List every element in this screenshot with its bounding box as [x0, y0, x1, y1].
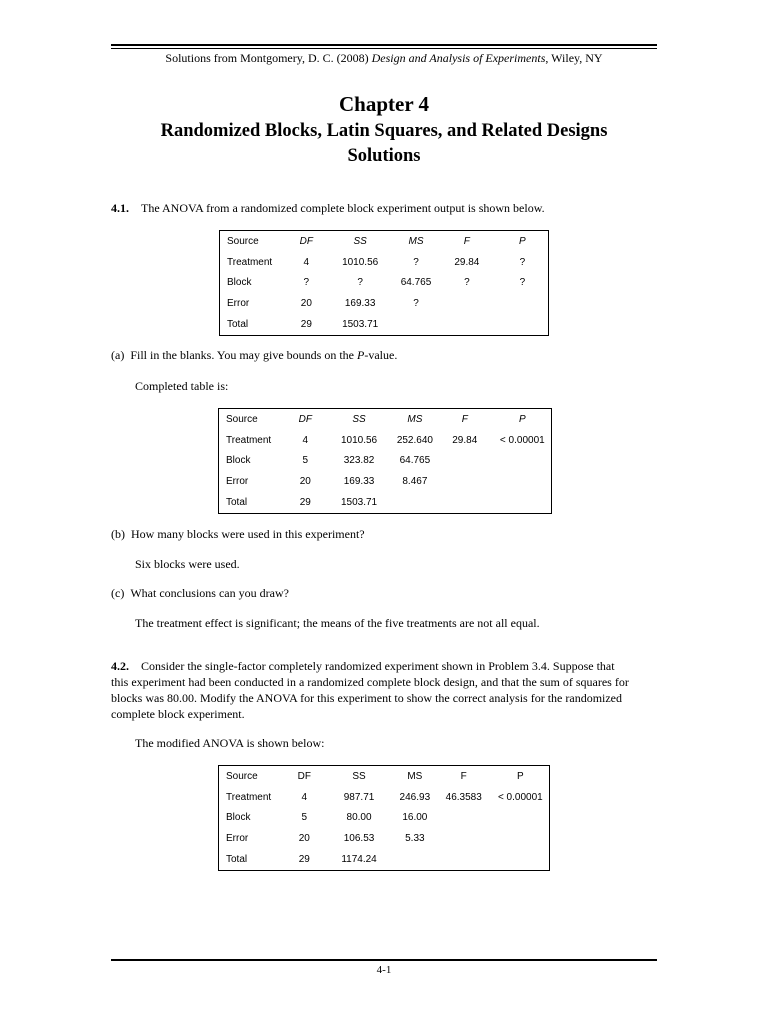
- chapter-title: Randomized Blocks, Latin Squares, and Related Designs: [160, 121, 608, 141]
- header-p: P: [519, 235, 526, 247]
- chapter-subtitle: Solutions: [347, 146, 421, 166]
- header-ss: SS: [353, 235, 367, 247]
- problem-number: 4.2.: [111, 659, 129, 673]
- answer-c: The treatment effect is significant; the means of the five treatments are not all equal.: [135, 616, 540, 630]
- anova-table-incomplete: [219, 230, 549, 336]
- table-header-row: [219, 409, 552, 430]
- header-p: P: [516, 770, 524, 782]
- chapter-number: Chapter 4: [338, 92, 430, 116]
- answer-a: Completed table is:: [135, 379, 229, 393]
- anova-table-completed: [218, 408, 552, 514]
- table-header-row: [219, 766, 550, 787]
- table-row: Total 29 1174.24: [226, 854, 377, 866]
- problem-4-1-statement: 4.1. The ANOVA from a randomized complete block experiment output is shown below.: [111, 201, 545, 215]
- table-row: Block 5 80.00 16.00: [226, 812, 428, 824]
- header-df: DF: [298, 413, 312, 425]
- header-source: Source: [226, 413, 258, 425]
- table-row: Error 20 106.53 5.33: [226, 833, 425, 845]
- header-ss: SS: [352, 770, 366, 782]
- anova-table-modified: [218, 765, 550, 871]
- table-row: Treatment 4 1010.56 ? 29.84 ?: [227, 256, 526, 268]
- problem-number: 4.1.: [111, 201, 129, 215]
- question-c: (c) What conclusions can you draw?: [111, 586, 289, 600]
- header-df: DF: [297, 770, 311, 782]
- header-ms: MS: [408, 235, 424, 247]
- header-f: F: [461, 413, 468, 425]
- table-row: Total 29 1503.71: [226, 497, 378, 509]
- header-p: P: [518, 413, 526, 425]
- header-rule-thin: [111, 48, 657, 49]
- table-row: Treatment 4 987.71 246.93 46.3583 < 0.00001: [226, 791, 543, 803]
- header-f: F: [463, 235, 470, 247]
- table-row: Error 20 169.33 ?: [227, 298, 419, 310]
- header-source: Source: [227, 235, 259, 247]
- problem-4-2-statement: 4.2. Consider the single-factor completely randomized experiment shown in Problem 3.4. Suppose that this experiment had been conducted in a randomized complete block design, and that the sum of squares for blocks was 80.00. Modify the ANOVA for this experiment to show the correct analysis for the randomized complete block experiment.: [111, 659, 629, 721]
- header-ms: MS: [407, 770, 423, 782]
- table-row: Total 29 1503.71: [227, 319, 379, 331]
- answer-b: Six blocks were used.: [135, 557, 240, 571]
- table-row: Block ? ? 64.765 ? ?: [227, 277, 526, 289]
- question-a: (a) Fill in the blanks. You may give bounds on the P-value.: [111, 348, 398, 362]
- answer-4-2: The modified ANOVA is shown below:: [135, 736, 325, 750]
- header-df: DF: [299, 235, 313, 247]
- running-header: Solutions from Montgomery, D. C. (2008) Design and Analysis of Experiments, Wiley, NY: [165, 51, 603, 65]
- table-row: Treatment 4 1010.56 252.640 29.84 < 0.00001: [226, 434, 545, 446]
- header-ss: SS: [352, 413, 366, 425]
- header-f: F: [460, 770, 467, 782]
- header-source: Source: [226, 770, 258, 782]
- header-ms: MS: [407, 413, 423, 425]
- table-header-row: [220, 231, 549, 252]
- header-rule: [111, 44, 657, 46]
- question-b: (b) How many blocks were used in this experiment?: [111, 527, 365, 541]
- table-row: Error 20 169.33 8.467: [226, 476, 428, 488]
- table-row: Block 5 323.82 64.765: [226, 455, 431, 467]
- page-number: 4-1: [376, 964, 392, 976]
- footer-rule: [111, 959, 657, 961]
